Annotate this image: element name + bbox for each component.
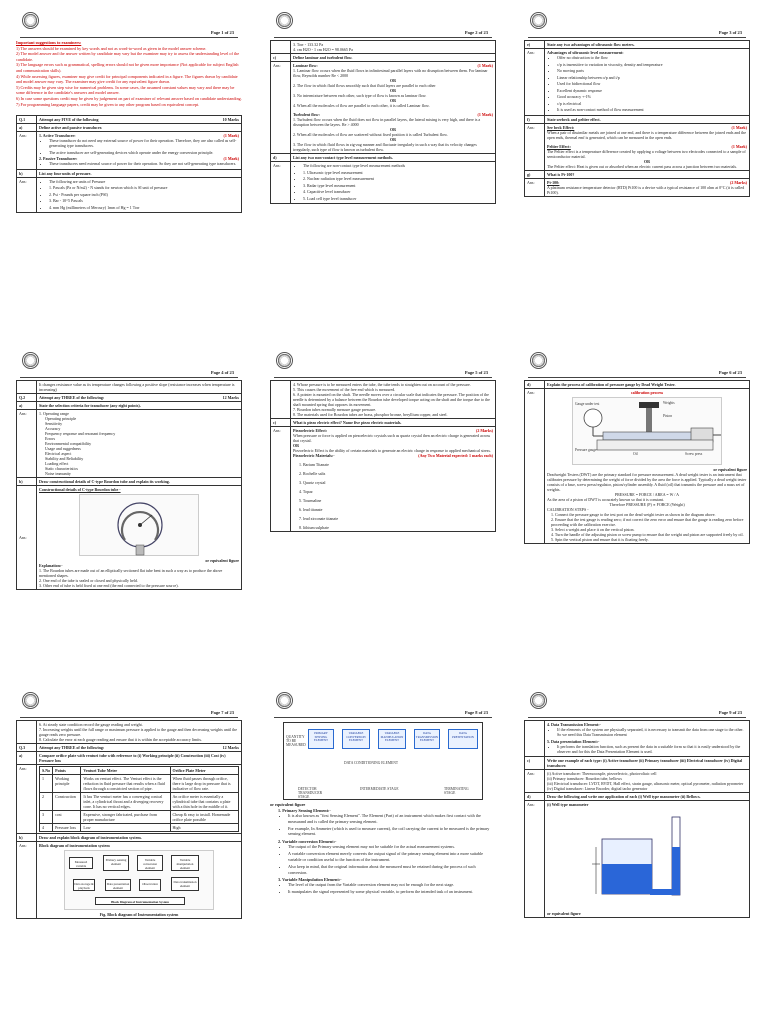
answer-body — [37, 765, 242, 834]
page-number: Page 8 of 23 — [464, 710, 488, 715]
institute-logo — [276, 12, 293, 29]
answer-body: (i) Active transducer: Thermocouple, piezoelectric, photovoltaic cell (ii) Primary transducer: Bourdon tube, bellows (iii) Electrical transducer: LVDT, RVDT, Hall effect, strain gauge, ultrasonic meter, optical pyrometer, radiation pyrometer (iv) Digital transducer: Linear Encoder, digital tacho generator — [545, 770, 750, 793]
header-rule — [274, 37, 492, 38]
page-7 — [10, 686, 248, 1004]
page-header — [16, 690, 242, 720]
sub-question-text: List any four units of pressure. — [37, 169, 242, 177]
answer-body: Laminar flow: (1 Mark) 1. Laminar flow occurs when the fluid flows in infinitesimal parallel layers with no disruption between them. For laminar flow, Reynolds number Re < 2000 OR 2. The flow in which fluid flows smoothly such that fluid layers are parallel to each other OR 3. No intermixture between each other, such type of flow is known as laminar flow. OR 4. When all the molecules of flow are parallel to each other, it is called Laminar flow. Turbulent flow: (1 Mark) 1. Turbulent flow occurs when the fluid does not flow in parallel layers, the lateral mixing is very high, and there is a disruption between the layers. Re > 4000 OR 2. When all the molecules of flow are scattered without fixed position it is called Turbulent flow. OR 3. The flow in which fluid flows in zig-zag manner and fluctuate irregularly in such a way that its velocity changes irregularly, such type of flow is known as turbulent flow. — [291, 62, 496, 154]
page-number: Page 9 of 23 — [718, 710, 742, 715]
answer-body: Constructional details of C-type Bourdon tube - or equivalent figure Explanation:- 1. The Bourdon tubes are made out of an elliptically sectioned flat tube bent in such a way as to produce the above mentioned shapes. 2. One end of the tube is sealed or closed and physically held. 3. Other end of tube is held fixed at one end (the end connected to the pressure source). — [37, 486, 242, 590]
page-header — [524, 690, 750, 720]
page-1 — [10, 6, 248, 324]
instrumentation-block-diagram: Measured variable Primary sensing element Variable conversion element Variable manipulation element Data transmission element Data storage & playback Data presentation element Observation Block Diagram of Instrumentation System — [64, 850, 214, 910]
page-header — [16, 350, 242, 380]
suggestion-item: 7) For programming language papers, credit may be given to any other program based on equivalent concept. — [16, 101, 200, 107]
page-number: Page 5 of 23 — [464, 370, 488, 375]
sub-question-text: State any two advantages of ultrasonic flow meters. — [545, 41, 750, 49]
suggestion-item: 4) While assessing figures, examiner may give credit for principal components indicated in a figure. The figures drawn by candidate and model answer may vary. The examiner may give credit for any equivalent figure drawn. — [16, 73, 238, 85]
institute-logo — [22, 692, 39, 709]
question-number: Q.1 — [17, 116, 37, 124]
suggestion-item: 5) Credits may be given step wise for numerical problems. In some cases, the assumed constant values may vary and there may be some difference in the candidate's answers and model answer. — [16, 84, 235, 96]
page-header — [524, 350, 750, 380]
institute-logo — [276, 352, 293, 369]
header-rule — [528, 717, 746, 718]
ans-label: Ans: — [17, 177, 37, 213]
page-number: Page 6 of 23 — [718, 370, 742, 375]
page-header — [270, 10, 496, 40]
page-number: Page 1 of 23 — [210, 30, 234, 35]
institute-logo — [276, 692, 293, 709]
answer-body: Pt-100: (2 Marks) A platinum resistance temperature detector (RTD) Pt100 is a device with a typical resistance of 100 ohm at 0°C (it is called Pt100). — [545, 178, 750, 196]
header-rule — [274, 717, 492, 718]
sub-question-number: c) — [271, 54, 291, 62]
page-number: Page 4 of 23 — [210, 370, 234, 375]
comparison-table: S.No Points Venturi Tube Meter Orifice Plate Meter 1 Working principle Works on venturi effect. The Venturi effect is the reduction in fluid pressure that results when a fluid flows through a constricted section of pipe. When fluid passes through orifice, there is large drop in pressure that is indicative of flow rate. 2 Construction It has The venturi meter has a converging conical inlet, a cylindrical throat and a diverging recovery cone. It has no vertical edges. An orifice meter is essentially a cylindrical tube that contains a plate with a thin hole in the middle of it. 3 cost Expensive, stronger fabricated, purchase from proper manufacture Cheap & easy to install. Homemade orifice plate possible 4 Pressure loss Low High — [39, 766, 239, 832]
answer-body: 1. Operating range Operating principle Sensitivity Accuracy Frequency response and resonant frequency Errors Environmental compatibility Usage and ruggedness Electrical aspect Stability and Reliability Loading effect Static characteristics Noise immunity — [37, 410, 242, 478]
answer-body: 1. Primary Sensing Element:- • It is also known as "first Sensing Element". The Element (Part) of an instrument which makes first contact with the measurand and is called the primary sensing element. • For example, In Ammeter (which is used to measure current), the coil carrying the current to be measured is the primary sensing element. 2. Variable conversion Element:- • The output of the Primary sensing element may not be suitable for the actual measurement systems. • A variable conversion element merely converts the output signal of the primary sensing element into a more suitable variable or condition useful to the function of the instrument. • Also keep in mind, that the original information about the measured must be retained during the process of such conversion. 3. Variable Manipulation Element:- • The level of the output from the Variable conversion element may not be enough for the next stage. • It manipulates the signal represented by some physical variable, to perform the intended task of an instrument. — [270, 808, 496, 895]
header-rule — [528, 377, 746, 378]
answer-body: Block diagram of instrumentation system Measured variable Primary sensing element Variable conversion element Variable manipulation element Data transmission element Data storage & playback Data presentation element Observation Block Diagram of Instrumentation System Fig. Block diagram of Instrumentation system — [37, 842, 242, 919]
ans-label: Ans: — [271, 162, 291, 204]
answer-table: 4. Whose pressure is to be measured enters the tube, the tube tends to straighten out on account of the pressure. 5. This causes the movement of the free end which is measured. 6. A pointer is mounted on the shaft. The needle moves over a circular scale that indicates the pressure. The position of the needle is determined by a balance between the Bourdon tube developed torque acting on the shaft and the torque due to the shaft mounted spring that opposes its movement. 7. Bourdon tubes normally measure gauge pressure. 8. The materials used for Bourdon tubes are brass, phosphor bronze, beryllium copper, and steel. c) What is piezo electric effect? Name five piezo electric materials. Ans: Piezoelectric Effect: (2 Marks) When pressure or force is applied on piezoelectric crystals such as quartz crystal then an electric charge is generated across that crystal. OR Piezoelectric Effect is the ability of certain materials to generate an electric charge in response to applied mechanical stress. Piezoelectric Materials:- (Any Two Material expected: 1 marks each) 1. Barium Titanate 2. Rochelle salts 3. Quartz crystal 4. Topaz 5. Tourmaline 6. lead titanate 7. lead zirconate titanate 8. lithium sulphate — [270, 380, 496, 532]
answer-body: (i) Well type manometer or equivalent figure — [545, 801, 750, 918]
sub-question-number: d) — [271, 154, 291, 162]
answer-table: 6. At steady state condition record the gauge reading and weight. 7. Increasing weights until the full range or maximum pressure is applied to the gauge and then decreasing weights until the gauge reads zero pressure. 8. Calculate the error at each gauge reading and ensure that it is within the acceptable accuracy limits. Q.3 Attempt any THREE of the following: 12 Marks a) Compare orifice plate with venturi tube with reference to (i) Working principle (ii) Construction (iii) Cost (iv) Pressure loss Ans: S.No Points Venturi Tube Meter Orifice Plate Meter 1 Working principle Works on venturi effect. The Venturi effect is the reduction in fluid pressure that results when a fluid flows through a constricted section of pipe. When fluid passes through orifice, there is large drop in pressure that is indicative of flow rate. 2 Construction It has The venturi meter has a converging conical inlet, a cylindrical throat and a diverging recovery cone. It has no vertical edges. An orifice meter is essentially a cylindrical tube that contains a plate with a thin hole in the middle of it. 3 cost Expensive, stronger fabricated, purchase from proper manufacture Cheap & easy to install. Homemade orifice plate possible 4 Pressure loss Low High b) Draw and explain block diagram of instrumentation system. Ans: Block diagram of instrumentation system Measured variable Primary sensing element Variable conversion element Variable manipulation element Data transmission element Data storage & playback Data presentation element Observation Block Diagram of Instrumentation System Fig. Block diagram of Instrumentation system — [16, 720, 242, 919]
answer-body: See beck Effect: (1 Mark) When a pair of dissimilar metals are joined at one end, and there is a temperature difference between the joined ends and the open ends, thermal emf is generated, which can be measured in the open ends. Peltier Effect: (1 Mark) The Peltier effect is a temperature difference created by applying a voltage between two electrodes connected to a sample of semiconductor material. OR The Peltier effect: Heat is given out or absorbed when an electric current pass across a junction between two materials. — [545, 123, 750, 170]
answer-table: e) State any two advantages of ultrasonic flow meters. Ans: Advantages of ultrasonic level measurement: • Offer no obstruction to the flow • c/p is insensitive to variation in viscosity, density and temperature • No moving parts • Linear relationship between o/p and i/p • Used for bidirectional flow • Excellent dynamic response • Good accuracy +-1% • c/p is electrical • It is used as non-contact method of flow measurement f) State seebeck and peltier effect. Ans: See beck Effect: (1 Mark) When a pair of dissimilar metals are joined at one end, and there is a temperature difference between the joined ends and the open ends, thermal emf is generated, which can be measured in the open ends. Peltier Effect: (1 Mark) The Peltier effect is a temperature difference created by applying a voltage between two electrodes connected to a sample of semiconductor material. OR The Peltier effect: Heat is given out or absorbed when an electric current pass across a junction between two materials. g) What is Pt-100? Ans: Pt-100: (2 Marks) A platinum resistance temperature detector (RTD) Pt100 is a device with a typical resistance of 100 ohm at 0°C (it is called Pt100). — [524, 40, 750, 197]
header-rule — [528, 37, 746, 38]
sub-question-number: g) — [525, 170, 545, 178]
ans-label: Ans: — [271, 62, 291, 154]
sub-question-number: f) — [525, 115, 545, 123]
ans-label: Ans: — [17, 132, 37, 170]
answer-body: • The following are non-contact type level measurement methods • 1. Ultrasonic type level measurement • 2. Nuclear radiation type level measurement • 3. Radar type level measurement • 4. Capacitive level transducer • 5. Load cell type level transducer — [291, 162, 496, 204]
page-3 — [518, 6, 756, 324]
header-rule — [274, 377, 492, 378]
sub-question-number: e) — [525, 41, 545, 49]
dead-weight-tester-figure: Weights Piston Oil Gauge under test Pressure gauge Screw press — [572, 397, 722, 465]
sub-question-text: Define active and passive transducer. — [37, 124, 242, 132]
institute-logo — [530, 12, 547, 29]
suggestions-heading: Important suggestions to examiners: — [16, 40, 82, 45]
page-number: Page 2 of 23 — [464, 30, 488, 35]
institute-logo — [530, 692, 547, 709]
institute-logo — [22, 12, 39, 29]
header-rule — [20, 717, 238, 718]
sub-question-number: a) — [17, 124, 37, 132]
sub-question-number: b) — [17, 169, 37, 177]
answer-body: Advantages of ultrasonic level measurement: • Offer no obstruction to the flow • c/p is insensitive to variation in viscosity, density and temperature • No moving parts • Linear relationship between o/p and i/p • Used for bidirectional flow • Excellent dynamic response • Good accuracy +-1% • c/p is electrical • It is used as non-contact method of flow measurement — [545, 49, 750, 116]
answer-table: It changes resistance value as its temperature changes following a positive slope (resistance increases when temperature is increasing) Q.2 Attempt any THREE of the following: 12 Marks a) State the selection criteria for transducer (any eight points). Ans: 1. Operating range Operating principle Sensitivity Accuracy Frequency response and resonant frequency Errors Environmental compatibility Usage and ruggedness Electrical aspect Stability and Reliability Loading effect Static characteristics Noise immunity b) Draw constructional details of C-type Bourdon tube and explain its working. Ans: Constructional details of C-type Bourdon tube - or equivalent figure Explanation:- 1. The Bourdon tubes are made out of an elliptically sectioned flat tube bent in such a way as to produce the above mentioned shapes. 2. One end of the tube is sealed or closed and physically held. 3. Other end of tube is held fixed at one end (the end connected to the pressure source). — [16, 380, 242, 590]
page-4 — [10, 346, 248, 664]
suggestions-list — [16, 46, 242, 108]
header-rule — [20, 377, 238, 378]
page-header — [270, 690, 496, 720]
answer-body: calibration process Weights Piston Oil Gauge under test Pressure gauge Screw press or equivalent figure Deadweight Testers (DWT) are the primary standard for pressure measurement. A dead weight tester is an instrument that calibrates pressure by determining the weight of force divided by the area the force is applied. Typically a dead weight tester consists of a base, screw press/regulator, piston/cylinder assembly. A fluid (oil) that transmits the pressure and a mass set of weights. PRESSURE = FORCE / AREA = W / A As the area of a piston of DWT is accurately known so that it is constant. Therefore PRESSURE (P) ∝ FORCE (Weight) CALIBRATION STEPS - 1. Connect the pressure gauge to the test port on the dead weight tester as shown in the diagram above. 2. Ensure that the test gauge is reading zero; if not correct the zero error and ensure that the gauge is reading zero before proceeding with the calibration exercise. 3. Select a weight and place it on the vertical piston. 4. Turn the handle of the adjusting piston or screw pump to ensure that the weight and piston are supported freely by oil. 5. Spin the vertical piston and ensure that it is floating freely. — [545, 389, 750, 544]
header-rule — [20, 37, 238, 38]
functional-elements-diagram: QUANTITY TO BE MEASURED PRIMARY SENSING ELEMENT VARIABLE CONVERSION ELEMENT VARIABLE MANIPULATION ELEMENT DATA TRANSMISSION ELEMENT DATA PRESENTATION DATA CONDITIONING ELEMENT DETECTOR TRANSDUCER STAGE INTERMEDIATE STAGE TERMINATING STAGE — [283, 722, 483, 800]
bourdon-tube-figure — [79, 494, 199, 556]
answer-table — [16, 115, 242, 213]
page-header — [16, 10, 242, 40]
page-number: Page 7 of 23 — [210, 710, 234, 715]
page-6 — [518, 346, 756, 664]
sub-question-text: List any two non-contact type level measurement methods. — [291, 154, 496, 162]
institute-logo — [530, 352, 547, 369]
page-8: Page 8 of 23 QUANTITY TO BE MEASURED PRIMARY SENSING ELEMENT VARIABLE CONVERSION ELEMENT VARIABLE MANIPULATION ELEMENT DATA TRANSMISSION ELEMENT DATA PRESENTATION DATA CONDITIONING ELEMENT DETECTOR TRANSDUCER STAGE INTERMEDIATE STAGE TERMINATING STAGE or equivalent figure 1. Primary Sensing Element:- • It is also known as "first Sensing Element". The Element (Part) of an instrument which makes first contact with the measurand and is called the primary sensing element. • For example, In Ammeter (which is used to measure current), the coil carrying the current to be measured is the primary sensing element. 2. Variable conversion Element:- • The output of the Primary sensing element may not be suitable for the actual measurement systems. • A variable conversion element merely converts the output signal of the primary sensing element into a more suitable variable or condition useful to the function of the instrument. • Also keep in mind, that the original information about the measured must be retained during the process of such conversion. 3. Variable Manipulation Element:- • The level of the output from the Variable conversion element may not be enough for the next stage. • It manipulates the signal represented by some physical variable, to perform the intended task of an instrument. — [264, 686, 502, 1004]
page-header — [524, 10, 750, 40]
question-number: Q.2 — [17, 394, 37, 402]
question-text: Attempt any FIVE of the following 10 Marks — [37, 116, 242, 124]
answer-table: 4. Data Transmission Element:- • If the elements of the system are physically separated, it is necessary to transmit the data from one stage to the other. So we need this Data Transmission element 5. Data presentation Element:- • It performs the translation function, such as present the data in a suitable form so that it is easily understood by the observer and for this the Data Presentation Element is used. c) Write one example of each type: (i) Active transducer (ii) Primary transducer (iii) Electrical transducer (iv) Digital transducer. Ans: (i) Active transducer: Thermocouple, piezoelectric, photovoltaic cell (ii) Primary transducer: Bourdon tube, bellows (iii) Electrical transducer: LVDT, RVDT, Hall effect, strain gauge, ultrasonic meter, optical pyrometer, radiation pyrometer (iv) Digital transducer: Linear Encoder, digital tacho generator d) Draw the following and write one application of each (i) Well type manometer (ii) Bellows. Ans: (i) Well type manometer or equivalent figure — [524, 720, 750, 918]
answer-table: d) Explain the process of calibration of pressure gauge by Dead Weight Tester. Ans: calibration process Weights Piston Oil Gauge under test Pressure gauge Screw press or equivalent figure Deadweight Testers (DWT) are the primary standard for pressure measurement. A dead weight tester is an instrument that calibrates pressure by determining the weight of force divided by the area the force is applied. Typically a dead weight tester consists of a base, screw press/regulator, piston/cylinder assembly. A fluid (oil) that transmits the pressure and a mass set of weights. PRESSURE = FORCE / AREA = W / A As the area of a piston of DWT is accurately known so that it is constant. Therefore PRESSURE (P) ∝ FORCE (Weight) CALIBRATION STEPS - 1. Connect the pressure gauge to the test port on the dead weight tester as shown in the diagram above. 2. Ensure that the test gauge is reading zero; if not correct the zero error and ensure that the gauge is reading zero before proceeding with the calibration exercise. 3. Select a weight and place it on the vertical piston. 4. Turn the handle of the adjusting piston or screw pump to ensure that the weight and piston are supported freely by oil. 5. Spin the vertical piston and ensure that it is floating freely. — [524, 380, 750, 544]
answer-body: • The following are units of Pressure • 1. Pascals (Pa or N/m2) - N stands for newton which is SI unit of pressure • 2. Psi - Pounds per square inch (PSI) • 3. Bar - 10^5 Pascals • 4. mm Hg (millimeters of Mercury) 1mm of Hg = 1 Torr — [37, 177, 242, 213]
suggestion-item: 3) The language errors such as grammatical, spelling errors should not be given more importance (Not applicable for subject English and communication skills). — [16, 62, 239, 73]
sub-question-text: State seebeck and peltier effect. — [545, 115, 750, 123]
institute-logo — [22, 352, 39, 369]
page-5 — [264, 346, 502, 664]
suggestion-item: 2) The model answer and the answer written by candidate may vary but the examiner may try to assess the understanding level of the candidate. — [16, 51, 240, 62]
answer-body: 1. Active Transducer: (1 Mark) • These transducer do not need any external source of power for their operation. Therefore, they are also called as self-generating type transducers. • The active transducer are self-generating devices which operate under the energy conversion principle. 2. Passive Transducer: (1 Mark) • These transducers need external source of power for their operation. So they are not self-generating type transducers. — [37, 132, 242, 170]
answer-body: Piezoelectric Effect: (2 Marks) When pressure or force is applied on piezoelectric crystals such as quartz crystal then an electric charge is generated across that crystal. OR Piezoelectric Effect is the ability of certain materials to generate an electric charge in response to applied mechanical stress. Piezoelectric Materials:- (Any Two Material expected: 1 marks each) 1. Barium Titanate 2. Rochelle salts 3. Quartz crystal 4. Topaz 5. Tourmaline 6. lead titanate 7. lead zirconate titanate 8. lithium sulphate — [291, 427, 496, 532]
well-manometer-figure — [572, 809, 722, 909]
suggestion-item: 6) In case some questions credit may be given by judgement on part of examiner of relevant answer based on candidate understanding. — [16, 95, 242, 101]
answer-table: 3. Torr - 133.32 Pa 4. cm H2O - 1 cm H2O = 98.0665 Pa c) Define laminar and turbulent flow. Ans: Laminar flow: (1 Mark) 1. Laminar flow occurs when the fluid flows in infinitesimal parallel layers with no disruption between them. For laminar flow, Reynolds number Re < 2000 OR 2. The flow in which fluid flows smoothly such that fluid layers are parallel to each other OR 3. No intermixture between each other, such type of flow is known as laminar flow. OR 4. When all the molecules of flow are parallel to each other, it is called Laminar flow. Turbulent flow: (1 Mark) 1. Turbulent flow occurs when the fluid does not flow in parallel layers, the lateral mixing is very high, and there is a disruption between the layers. Re > 4000 OR 2. When all the molecules of flow are scattered without fixed position it is called Turbulent flow. OR 3. The flow in which fluid flows in zig-zag manner and fluctuate irregularly in such a way that its velocity changes irregularly, such type of flow is known as turbulent flow. d) List any two non-contact type level measurement methods. Ans: • The following are non-contact type level measurement methods • 1. Ultrasonic type level measurement • 2. Nuclear radiation type level measurement • 3. Radar type level measurement • 4. Capacitive level transducer • 5. Load cell type level transducer — [270, 40, 496, 204]
page-header — [270, 350, 496, 380]
page-number: Page 3 of 23 — [718, 30, 742, 35]
sub-question-text: What is Pt-100? — [545, 170, 750, 178]
sub-question-text: Define laminar and turbulent flow. — [291, 54, 496, 62]
suggestion-item: 1) The answers should be examined by key words and not as word-to-word as given in the model answer scheme. — [16, 45, 207, 51]
page-2 — [264, 6, 502, 324]
page-9 — [518, 686, 756, 1004]
